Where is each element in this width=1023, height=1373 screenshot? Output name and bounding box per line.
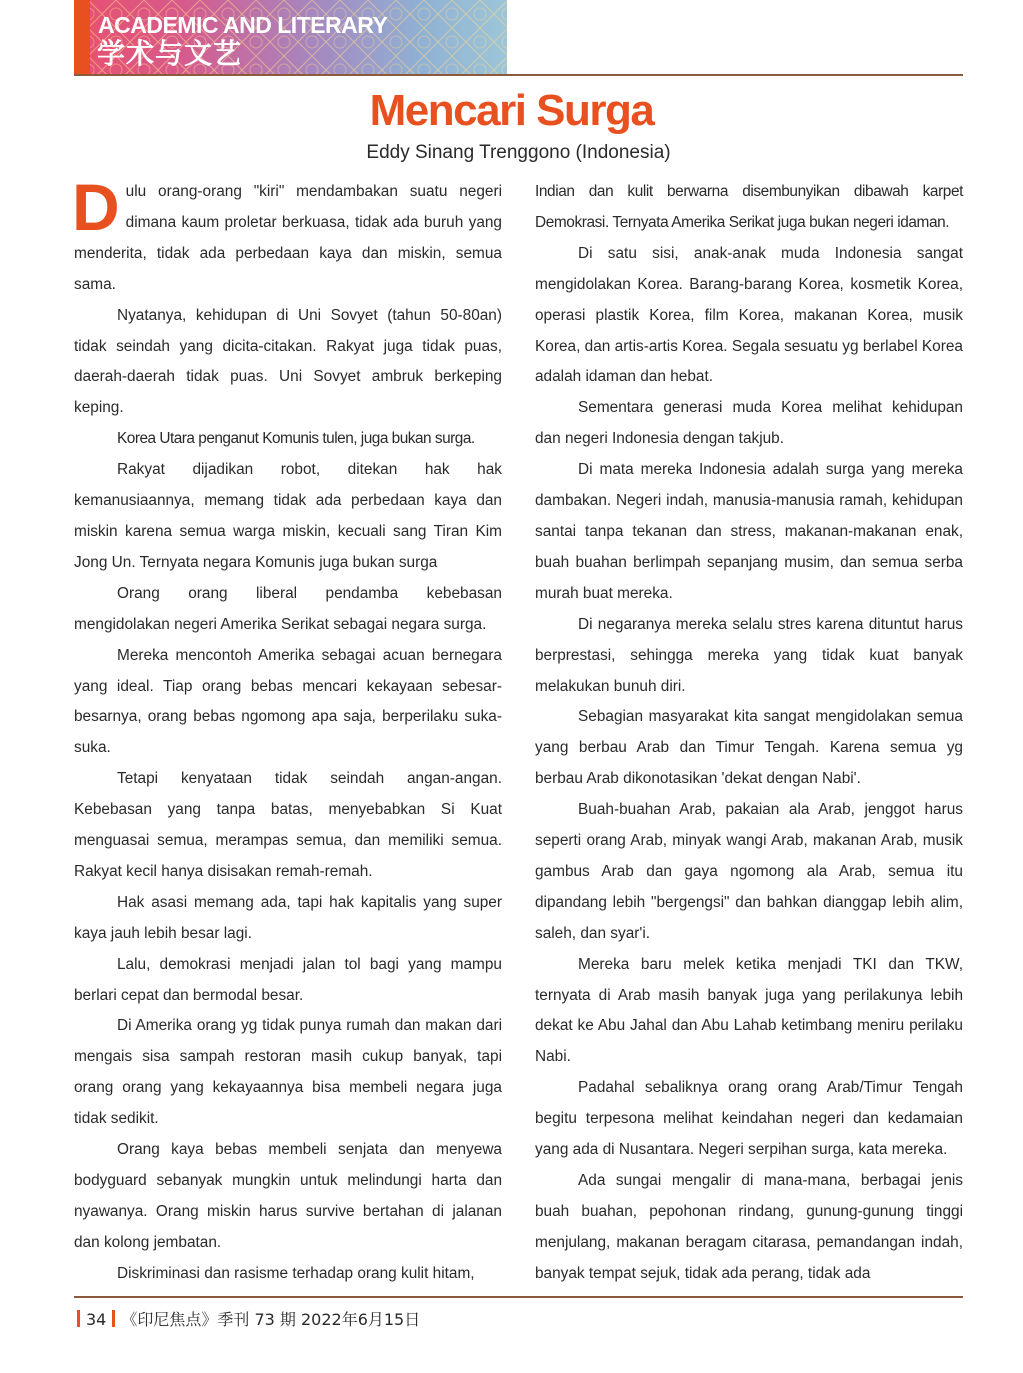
section-header-band — [74, 0, 507, 74]
page-number: 34 — [86, 1310, 107, 1329]
left-column — [72, 170, 502, 1290]
paragraph: Rakyat dijadikan robot, ditekan hak hak kemanusiaannya, memang tidak ada perbedaan kaya dan miskin karena semua warga miskin, kecuali sang Tiran Kim Jong Un. Ternyata negara Komunis juga bukan surga — [74, 461, 502, 571]
paragraph: Mereka mencontoh Amerika sebagai acuan bernegara yang ideal. Tiap orang bebas mencari kekayaan sebesar-besarnya, orang bebas ngomong apa saja, berperilaku suka-suka. — [74, 646, 502, 757]
paragraph: Nyatanya, kehidupan di Uni Sovyet (tahun 50-80an) tidak seindah yang dicita-citakan. Rakyat juga tidak puas, daerah-daerah tidak puas. Uni Sovyet ambruk berkeping keping. — [74, 306, 502, 417]
paragraph: Buah-buahan Arab, pakaian ala Arab, jenggot harus seperti orang Arab, minyak wangi Arab, makanan Arab, musik gambus Arab dan gaya ngomong ala Arab, semua itu dipandang lebih "bergengsi" dan bahkan dianggap lebih alim, saleh, dan syar'i. — [535, 801, 963, 942]
paragraph: Di negaranya mereka selalu stres karena dituntut harus berprestasi, sehingga mereka yang tidak kuat banyak melakukan bunuh diri. — [535, 615, 963, 695]
paragraph: Diskriminasi dan rasisme terhadap orang kulit hitam, — [117, 1264, 475, 1282]
paragraph: Di satu sisi, anak-anak muda Indonesia sangat mengidolakan Korea. Barang-barang Korea, kosmetik Korea, operasi plastik Korea, film Korea, makanan Korea, musik Korea, dan artis-artis Korea. Segala sesuatu yg berlabel Korea adalah idaman dan hebat. — [535, 244, 963, 386]
section-title-zh: 学术与文艺 — [97, 37, 243, 70]
section-accent-bar — [74, 0, 90, 74]
drop-cap: D — [72, 170, 120, 244]
publication-info: 《印尼焦点》季刊 73 期 2022年6月15日 — [121, 1310, 421, 1329]
paragraph: Indian dan kulit berwarna disembunyikan dibawah karpet Demokrasi. Ternyata Amerika Serikat juga bukan negeri idaman. — [535, 183, 963, 231]
paragraph: Sebagian masyarakat kita sangat mengidolakan semua yang berbau Arab dan Timur Tengah. Karena semua yg berbau Arab dikonotasikan 'dekat dengan Nabi'. — [535, 708, 963, 788]
paragraph: Lalu, demokrasi menjadi jalan tol bagi yang mampu berlari cepat dan bermodal besar. — [74, 955, 502, 1004]
paragraph: Padahal sebaliknya orang orang Arab/Timur Tengah begitu terpesona melihat keindahan negeri dan kedamaian yang ada di Nusantara. Negeri serpihan surga, kata mereka. — [535, 1079, 963, 1159]
footer-accent-bar — [112, 1310, 115, 1327]
paragraph: Ada sungai mengalir di mana-mana, berbagai jenis buah buahan, pepohonan rindang, gunung-gunung tinggi menjulang, makanan beragam citarasa, pemandangan indah, banyak tempat sejuk, tidak ada perang, tidak ada — [535, 1172, 963, 1282]
paragraph: Sementara generasi muda Korea melihat kehidupan dan negeri Indonesia dengan takjub. — [535, 399, 963, 448]
footer-accent-bar — [77, 1310, 80, 1327]
paragraph: Orang orang liberal pendamba kebebasan mengidolakan negeri Amerika Serikat sebagai negara surga. — [74, 584, 502, 633]
paragraph: Hak asasi memang ada, tapi hak kapitalis yang super kaya jauh lebih besar lagi. — [74, 893, 502, 942]
paragraph: Tetapi kenyataan tidak seindah angan-angan. Kebebasan yang tanpa batas, menyebabkan Si Kuat menguasai semua, merampas semua, dan memiliki semua. Rakyat kecil hanya disisakan remah-remah. — [74, 770, 502, 880]
paragraph: Orang kaya bebas membeli senjata dan menyewa bodyguard sebanyak mungkin untuk melindungi harta dan nyawanya. Orang miskin harus survive bertahan di jalanan dan kolong jembatan. — [74, 1141, 502, 1251]
article-title: Mencari Surga — [369, 86, 654, 135]
paragraph: Mereka baru melek ketika menjadi TKI dan TKW, ternyata di Arab masih banyak juga yang perilakunya lebih dekat ke Abu Jahal dan Abu Lahab ketimbang meniru perilaku Nabi. — [535, 955, 963, 1066]
bottom-divider — [74, 1296, 963, 1298]
paragraph: Korea Utara penganut Komunis tulen, juga bukan surga. — [117, 430, 475, 448]
paragraph: Di mata mereka Indonesia adalah surga yang mereka dambakan. Negeri indah, manusia-manusia ramah, kehidupan santai tanpa tekanan dan stress, makanan-makanan enak, buah buahan berlimpah sepanjang musim, dan semua serba murah buat mereka. — [535, 461, 963, 602]
right-column — [535, 177, 963, 1290]
paragraph: Di Amerika orang yg tidak punya rumah dan makan dari mengais sisa sampah restoran masih cukup banyak, tapi orang orang yang kekayaannya bisa membeli negara juga tidak sedikit. — [74, 1017, 502, 1128]
top-divider — [74, 74, 963, 76]
article-author: Eddy Sinang Trenggono (Indonesia) — [366, 142, 671, 163]
page-footer — [74, 1309, 423, 1331]
paragraph-text: ulu orang-orang "kiri" mendambakan suatu negeri dimana kaum proletar berkuasa, tidak ada buruh yang menderita, tidak ada perbedaan kaya dan miskin, semua sama. — [74, 183, 502, 293]
paragraph — [72, 170, 502, 301]
section-title-en: ACADEMIC AND LITERARY — [98, 12, 388, 38]
